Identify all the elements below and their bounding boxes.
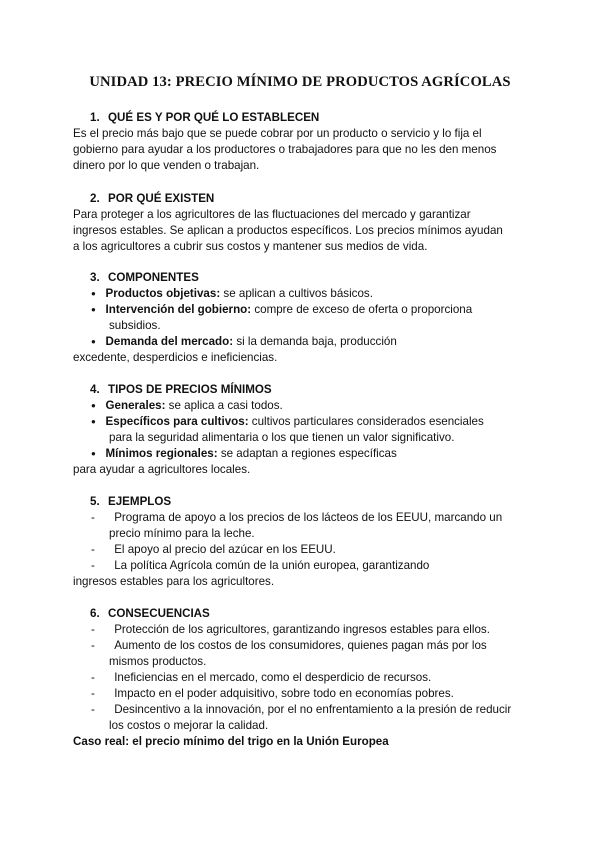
item-text: Impacto en el poder adquisitivo, sobre todo en economías pobres. — [114, 687, 454, 700]
item-text: se aplica a casi todos. — [165, 399, 283, 412]
list-item — [91, 622, 490, 638]
paragraph-line: Para proteger a los agricultores de las fluctuaciones del mercado y garantizar — [73, 208, 471, 221]
section-heading-2 — [90, 191, 214, 207]
list-item — [91, 286, 373, 303]
paragraph-line: Es el precio más bajo que se puede cobrar por un producto o servicio y lo fija el — [73, 127, 482, 140]
section-number: 3. — [90, 271, 100, 284]
item-text: Programa de apoyo a los precios de los lácteos de los EEUU, marcando un — [114, 511, 503, 524]
paragraph-line: dinero por lo que venden o trabajan. — [73, 159, 260, 172]
list-item-continuation: para la seguridad alimentaria o los que tienen un valor significativo. — [109, 431, 455, 444]
case-study-heading: Caso real: el precio mínimo del trigo en la Unión Europea — [73, 735, 389, 748]
list-item-continuation: mismos productos. — [109, 655, 207, 668]
section-heading-6 — [90, 606, 210, 622]
page-title: UNIDAD 13: PRECIO MÍNIMO DE PRODUCTOS AGRÍCOLAS — [89, 74, 511, 90]
item-text: si la demanda baja, producción — [233, 335, 397, 348]
list-item — [91, 398, 283, 415]
section-number: 2. — [90, 192, 100, 205]
paragraph-line: ingresos estables. Se aplican a productos específicos. Los precios mínimos ayudan — [73, 224, 503, 237]
section-heading-text: CONSECUENCIAS — [108, 607, 210, 620]
paragraph-line: gobierno para ayudar a los productores o trabajadores para que no les den menos — [73, 143, 497, 156]
item-text: se adaptan a regiones específicas — [217, 447, 397, 460]
section-heading-text: POR QUÉ EXISTEN — [108, 192, 215, 205]
item-text: Protección de los agricultores, garantizando ingresos estables para ellos. — [114, 623, 490, 636]
item-text: compre de exceso de oferta o proporciona — [251, 303, 473, 316]
list-item — [91, 558, 429, 574]
list-item-wrap: para ayudar a agricultores locales. — [73, 463, 251, 476]
item-text: Desincentivo a la innovación, por el no enfrentamiento a la presión de reducir — [114, 703, 512, 716]
section-number: 5. — [90, 495, 100, 508]
list-item — [91, 510, 502, 526]
item-text: Ineficiencias en el mercado, como el desperdicio de recursos. — [114, 671, 432, 684]
section-number: 4. — [90, 383, 100, 396]
item-text: Aumento de los costos de los consumidores, quienes pagan más por los — [114, 639, 487, 652]
list-item — [91, 334, 397, 351]
item-term: Intervención del gobierno: — [105, 303, 252, 316]
paragraph-line: a los agricultores a cubrir sus costos y mantener sus medios de vida. — [73, 240, 428, 253]
item-term: Generales: — [105, 399, 166, 412]
section-heading-1 — [90, 110, 319, 126]
item-text: La política Agrícola común de la unión europea, garantizando — [114, 559, 430, 572]
item-text: El apoyo al precio del azúcar en los EEUU. — [114, 543, 336, 556]
item-term: Demanda del mercado: — [105, 335, 234, 348]
item-text: se aplican a cultivos básicos. — [220, 287, 373, 300]
section-heading-4 — [90, 382, 272, 398]
list-item — [91, 302, 472, 319]
item-text: cultivos particulares considerados esenciales — [248, 415, 484, 428]
list-item — [91, 414, 484, 431]
list-item — [91, 446, 397, 463]
list-item — [91, 638, 487, 654]
list-item-continuation: precio mínimo para la leche. — [109, 527, 255, 540]
item-term: Mínimos regionales: — [105, 447, 218, 460]
section-heading-3 — [90, 270, 199, 286]
list-item-wrap: excedente, desperdicios e ineficiencias. — [73, 351, 278, 364]
section-heading-text: EJEMPLOS — [108, 495, 172, 508]
list-item-wrap: ingresos estables para los agricultores. — [73, 575, 275, 588]
section-heading-text: TIPOS DE PRECIOS MÍNIMOS — [108, 383, 272, 396]
section-number: 6. — [90, 607, 100, 620]
list-item — [91, 670, 431, 686]
list-item — [91, 542, 336, 558]
section-heading-text: COMPONENTES — [108, 271, 199, 284]
list-item-continuation: subsidios. — [109, 319, 161, 332]
list-item — [91, 686, 454, 702]
section-heading-5 — [90, 494, 171, 510]
item-term: Productos objetivas: — [105, 287, 221, 300]
list-item-continuation: los costos o mejorar la calidad. — [109, 719, 269, 732]
item-term: Específicos para cultivos: — [105, 415, 249, 428]
list-item — [91, 702, 511, 718]
section-heading-text: QUÉ ES Y POR QUÉ LO ESTABLECEN — [108, 111, 320, 124]
section-number: 1. — [90, 111, 100, 124]
